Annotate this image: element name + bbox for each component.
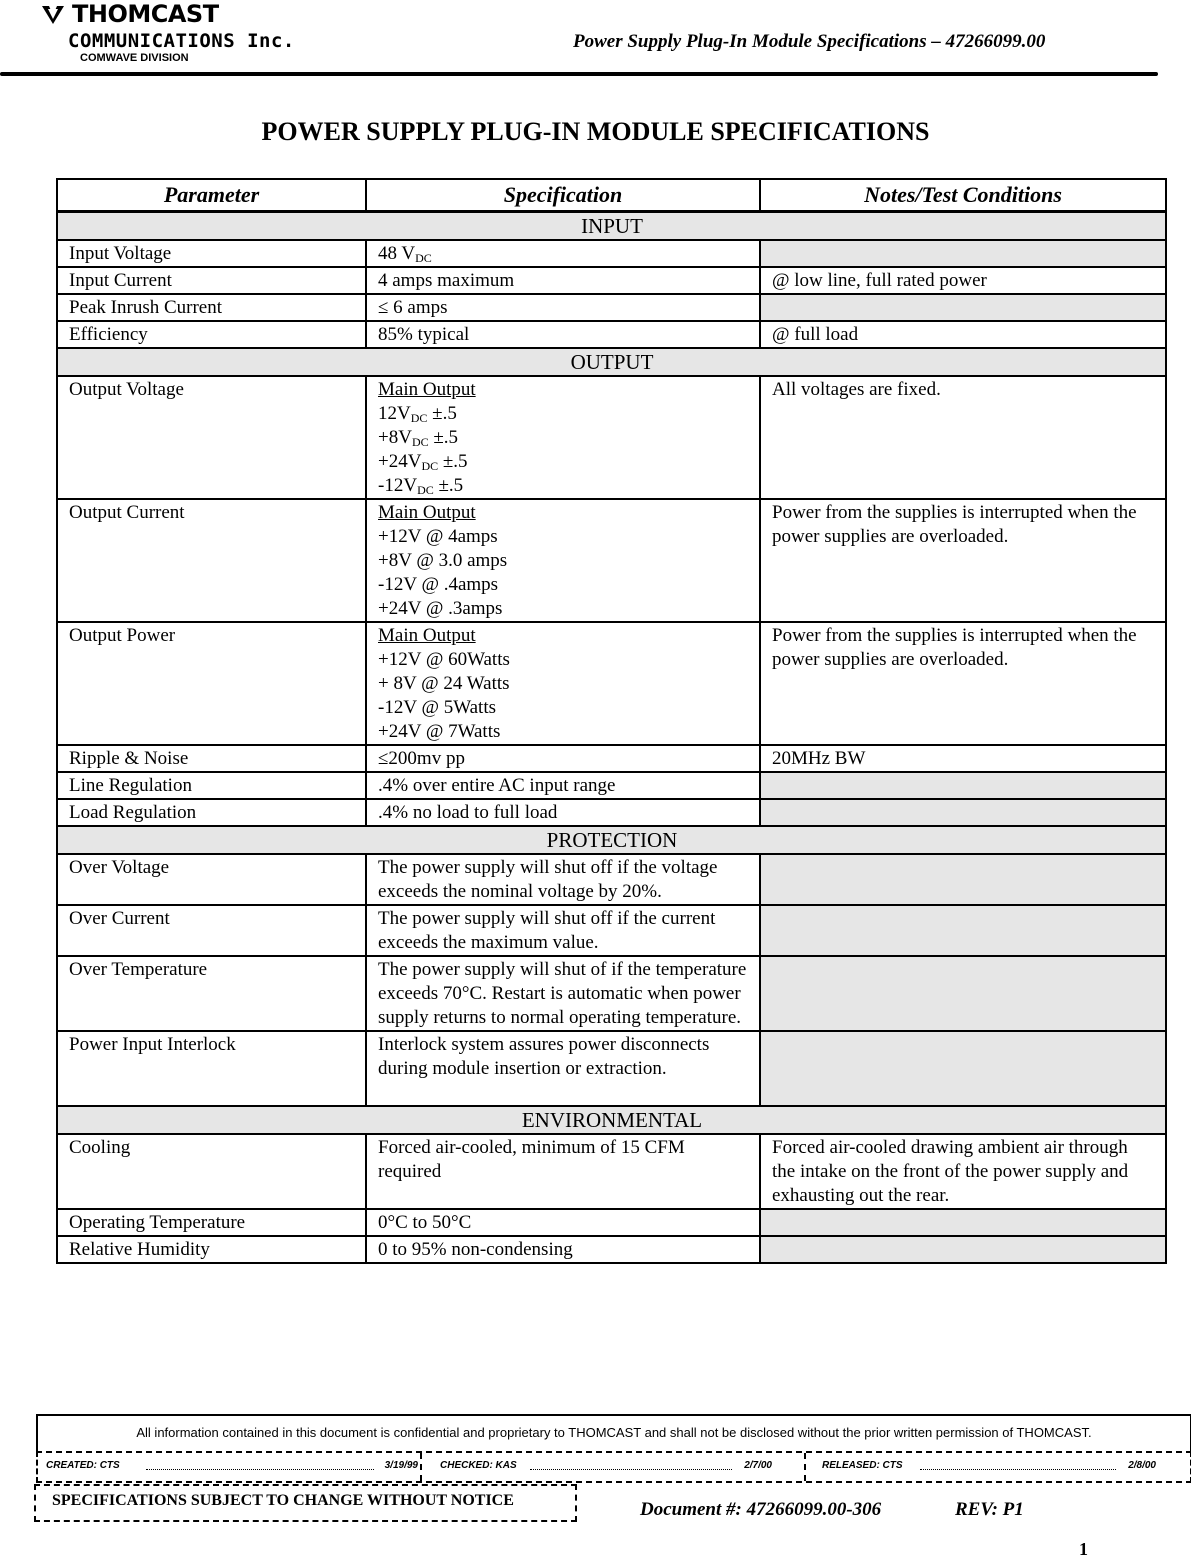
spec-table: [56, 178, 1167, 1264]
spec-cell: ≤ 6 amps: [366, 294, 760, 321]
param-cell: Input Voltage: [57, 240, 366, 267]
note-cell: [760, 1031, 1166, 1106]
param-cell: Over Temperature: [57, 956, 366, 1031]
param-cell: Output Voltage: [57, 376, 366, 499]
param-cell: Efficiency: [57, 321, 366, 348]
page-title: POWER SUPPLY PLUG-IN MODULE SPECIFICATIONS: [261, 117, 930, 146]
table-row: [57, 905, 1166, 956]
table-row: [57, 1031, 1166, 1106]
param-cell: Over Current: [57, 905, 366, 956]
note-cell: [760, 956, 1166, 1031]
section-row-protection: [57, 826, 1166, 854]
section-label: OUTPUT: [57, 348, 1166, 376]
table-row: [57, 1209, 1166, 1236]
spec-cell: .4% over entire AC input range: [366, 772, 760, 799]
company-logo: [40, 0, 340, 66]
note-cell: All voltages are fixed.: [760, 376, 1166, 499]
table-row: [57, 772, 1166, 799]
checked-field: CHECKED: KAS 2/7/00: [440, 1460, 772, 1471]
param-cell: Input Current: [57, 267, 366, 294]
spec-cell: 0°C to 50°C: [366, 1209, 760, 1236]
note-cell: Power from the supplies is interrupted when the power supplies are overloaded.: [760, 499, 1166, 622]
approval-row: [36, 1451, 1191, 1483]
note-cell: Power from the supplies is interrupted when the power supplies are overloaded.: [760, 622, 1166, 745]
spec-cell: The power supply will shut off if the voltage exceeds the nominal voltage by 20%.: [366, 854, 760, 905]
col-header-specification: Specification: [366, 179, 760, 212]
note-cell: [760, 294, 1166, 321]
section-label: INPUT: [57, 212, 1166, 241]
field-divider: [420, 1453, 422, 1481]
logo-division: COMWAVE DIVISION: [80, 52, 189, 64]
param-cell: Ripple & Noise: [57, 745, 366, 772]
confidentiality-notice: All information contained in this document is confidential and proprietary to THOMCAST and shall not be disclosed without the prior written permission of THOMCAST.: [36, 1414, 1191, 1453]
section-label: PROTECTION: [57, 826, 1166, 854]
section-label: ENVIRONMENTAL: [57, 1106, 1166, 1134]
running-header-title: Power Supply Plug-In Module Specifications – 47266099.00: [573, 31, 1046, 52]
note-cell: [760, 1236, 1166, 1263]
table-row: [57, 294, 1166, 321]
param-cell: Power Input Interlock: [57, 1031, 366, 1106]
logo-wordmark: THOMCAST: [40, 0, 219, 28]
spec-cell: Forced air-cooled, minimum of 15 CFM required: [366, 1134, 760, 1209]
note-cell: [760, 854, 1166, 905]
document-number: Document #: 47266099.00-306: [640, 1499, 882, 1520]
section-row-environmental: [57, 1106, 1166, 1134]
logo-subtitle: COMMUNICATIONS Inc.: [68, 30, 295, 52]
spec-cell: Main Output $12V_{DC} \pm.5$ $+8V_{DC} \pm.5$ $+24V_{DC} \pm.5$ $-12V_{DC} \pm.5$: [366, 376, 760, 499]
change-notice: SPECIFICATIONS SUBJECT TO CHANGE WITHOUT NOTICE: [34, 1484, 577, 1522]
note-cell: [760, 1209, 1166, 1236]
field-divider: [804, 1453, 806, 1481]
created-field: CREATED: CTS 3/19/99: [46, 1460, 418, 1471]
table-row: [57, 321, 1166, 348]
released-field: RELEASED: CTS 2/8/00: [822, 1460, 1156, 1471]
param-cell: Over Voltage: [57, 854, 366, 905]
col-header-notes: Notes/Test Conditions: [760, 179, 1166, 212]
col-header-parameter: Parameter: [57, 179, 366, 212]
note-cell: [760, 240, 1166, 267]
note-cell: @ full load: [760, 321, 1166, 348]
param-cell: Relative Humidity: [57, 1236, 366, 1263]
spec-cell: 85% typical: [366, 321, 760, 348]
table-row: [57, 499, 1166, 622]
param-cell: Line Regulation: [57, 772, 366, 799]
param-cell: Operating Temperature: [57, 1209, 366, 1236]
page-number: 1: [1079, 1539, 1088, 1559]
table-row: [57, 1236, 1166, 1263]
spec-cell: Main Output +12V @ 4amps +8V @ 3.0 amps -12V @ .4amps +24V @ .3amps: [366, 499, 760, 622]
table-row: [57, 799, 1166, 826]
param-cell: Output Current: [57, 499, 366, 622]
note-cell: 20MHz BW: [760, 745, 1166, 772]
spec-cell: The power supply will shut of if the temperature exceeds 70°C. Restart is automatic when power supply returns to normal operating temperature.: [366, 956, 760, 1031]
table-row: [57, 622, 1166, 745]
table-row: [57, 854, 1166, 905]
note-cell: Forced air-cooled drawing ambient air through the intake on the front of the power supply and exhausting out the rear.: [760, 1134, 1166, 1209]
thomcast-logo-icon: [40, 3, 66, 25]
param-cell: Peak Inrush Current: [57, 294, 366, 321]
revision: REV: P1: [955, 1499, 1024, 1520]
table-row: [57, 240, 1166, 267]
param-cell: Output Power: [57, 622, 366, 745]
param-cell: Cooling: [57, 1134, 366, 1209]
header-rule: [0, 72, 1158, 76]
note-cell: [760, 799, 1166, 826]
spec-cell: 4 amps maximum: [366, 267, 760, 294]
section-row-input: [57, 212, 1166, 241]
spec-cell: Main Output +12V @ 60Watts + 8V @ 24 Watts -12V @ 5Watts +24V @ 7Watts: [366, 622, 760, 745]
spec-cell: The power supply will shut off if the current exceeds the maximum value.: [366, 905, 760, 956]
note-cell: @ low line, full rated power: [760, 267, 1166, 294]
table-row: [57, 956, 1166, 1031]
table-row: [57, 267, 1166, 294]
spec-cell: 48 $V_{DC}$: [366, 240, 760, 267]
table-header-row: [57, 179, 1166, 212]
table-row: [57, 745, 1166, 772]
spec-cell: Interlock system assures power disconnects during module insertion or extraction.: [366, 1031, 760, 1106]
spec-cell: 0 to 95% non-condensing: [366, 1236, 760, 1263]
note-cell: [760, 772, 1166, 799]
spec-cell: ≤200mv pp: [366, 745, 760, 772]
param-cell: Load Regulation: [57, 799, 366, 826]
table-row: [57, 376, 1166, 499]
note-cell: [760, 905, 1166, 956]
table-row: [57, 1134, 1166, 1209]
spec-cell: .4% no load to full load: [366, 799, 760, 826]
section-row-output: [57, 348, 1166, 376]
